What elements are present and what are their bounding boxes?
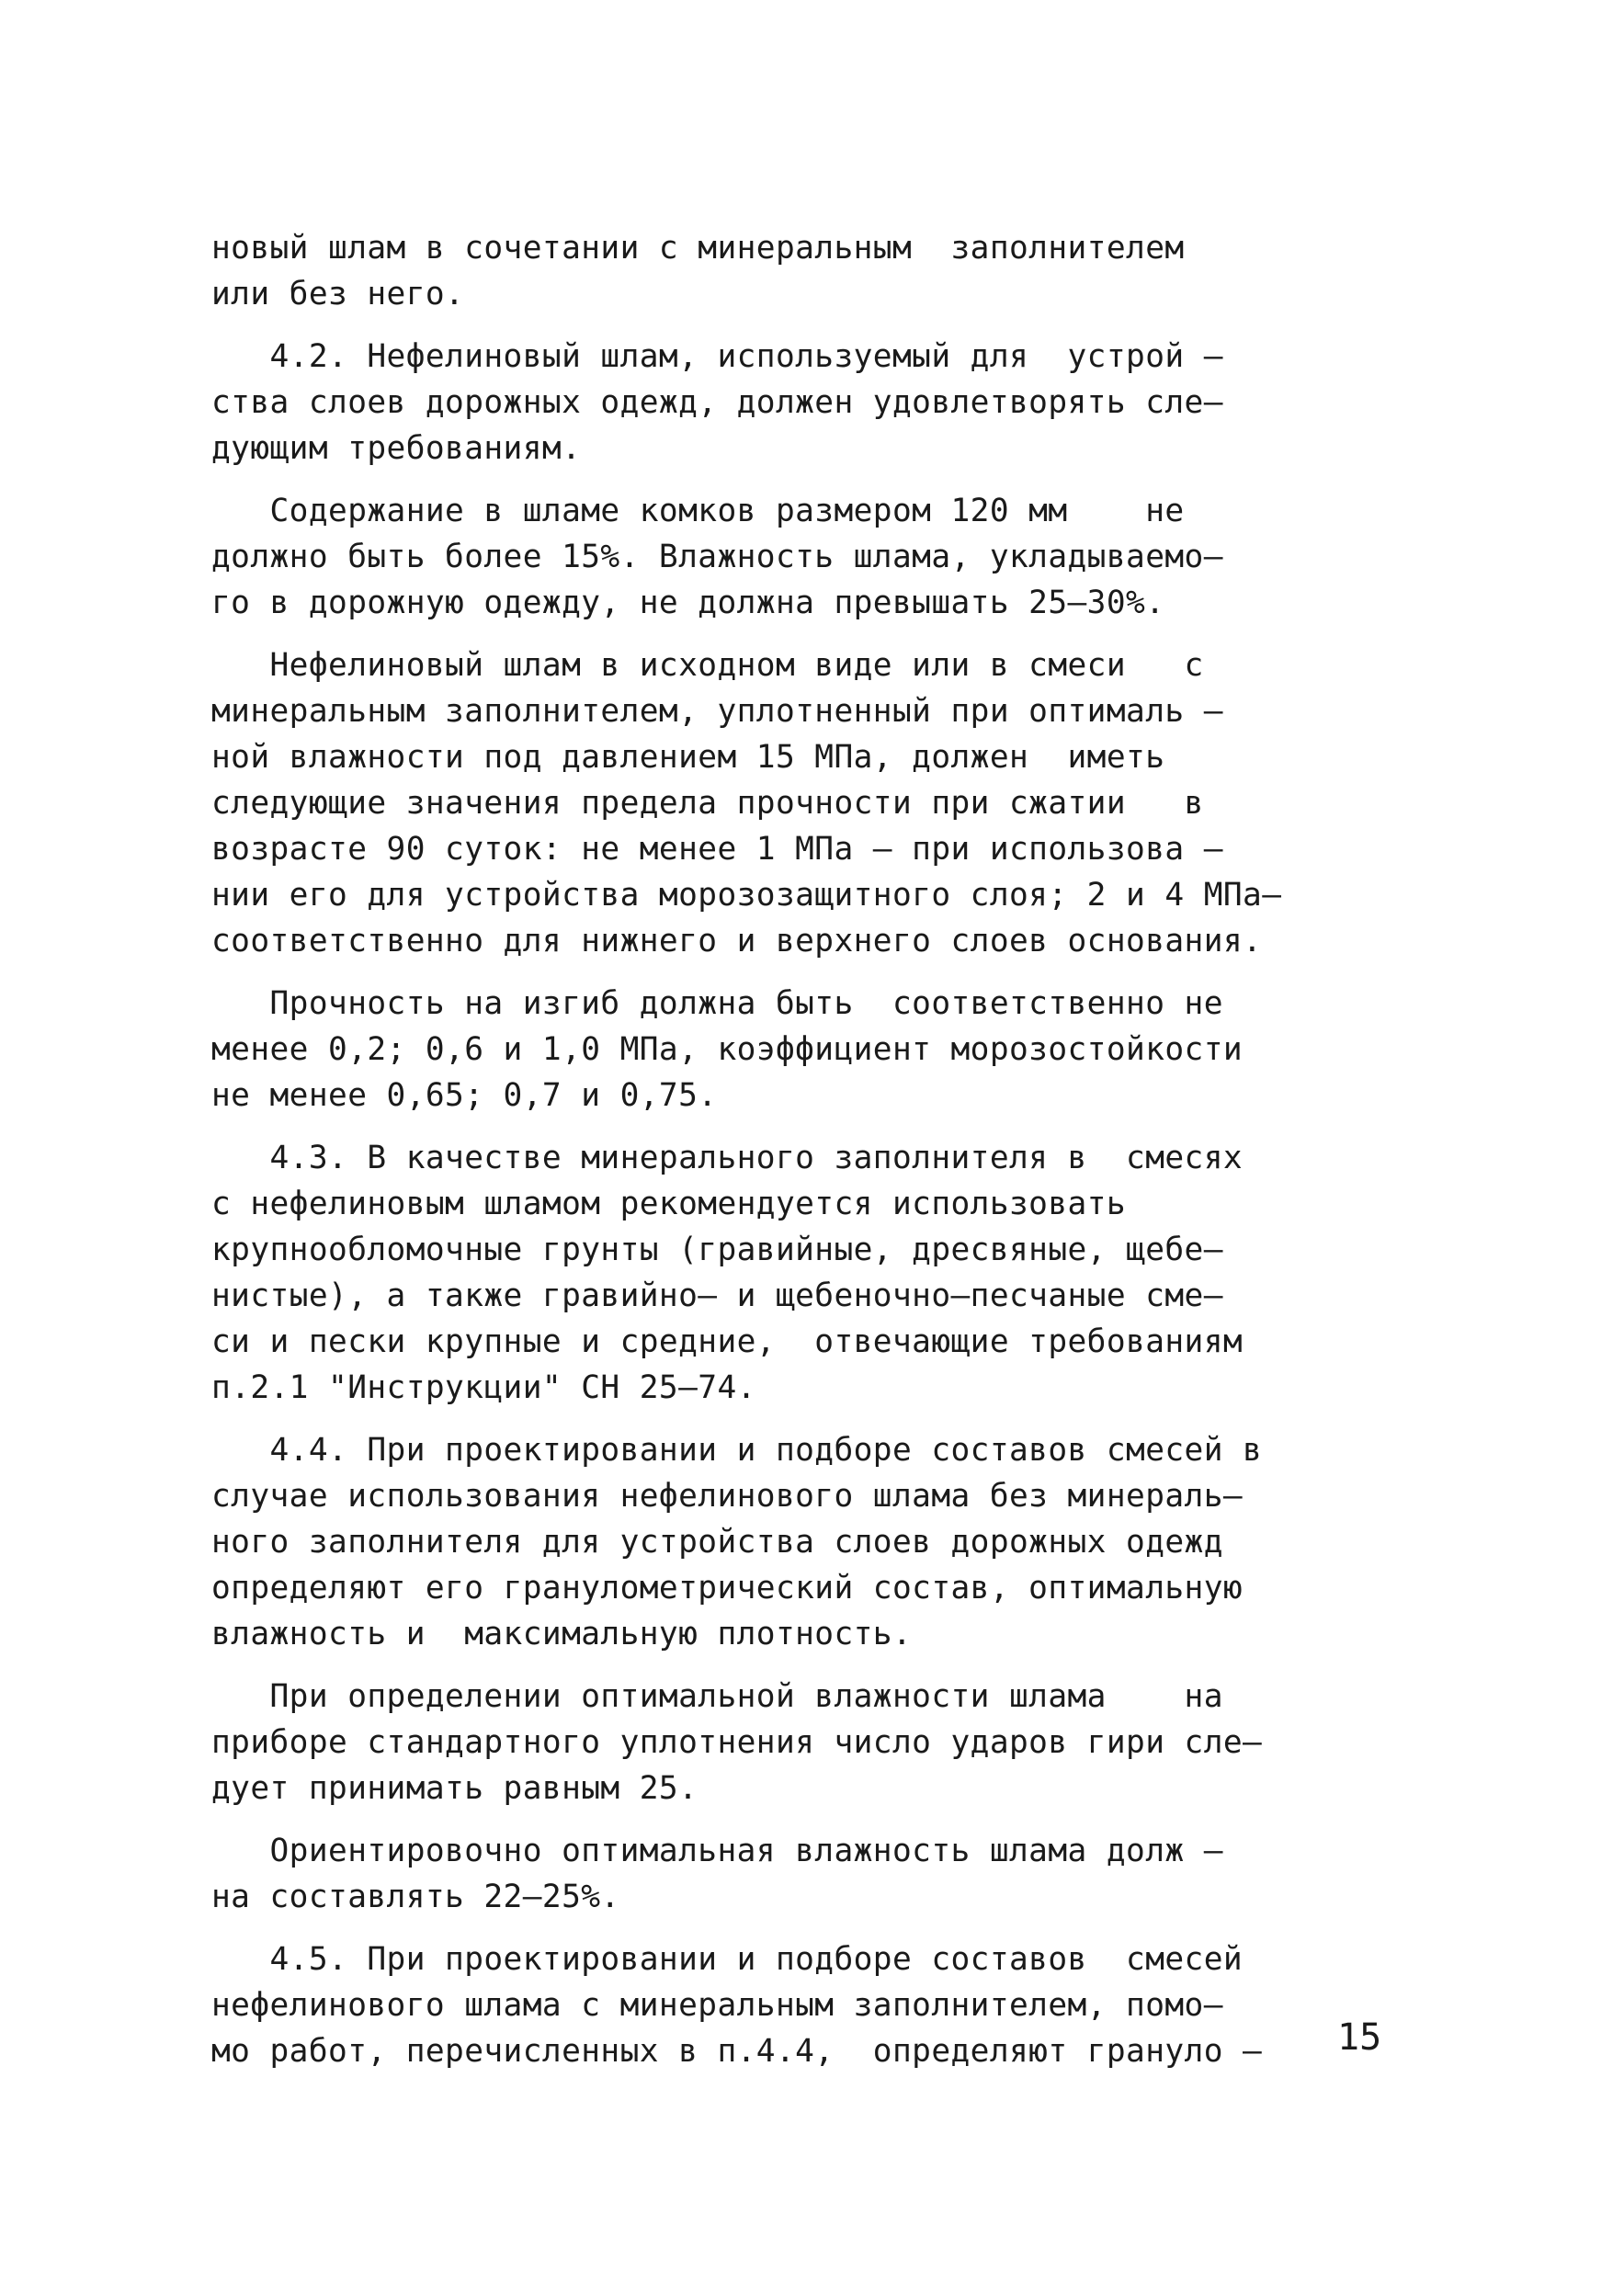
text-line: нистые), а также гравийно– и щебеночно–песчаные сме–	[211, 1277, 1223, 1314]
text-line: п.2.1 "Инструкции" СН 25–74.	[211, 1369, 756, 1406]
text-line: ства слоев дорожных одежд, должен удовлетворять сле–	[211, 384, 1223, 421]
text-line: соответственно для нижнего и верхнего слоев основания.	[211, 923, 1263, 959]
text-line: возрасте 90 суток: не менее 1 МПа – при использова –	[211, 831, 1223, 868]
paragraph-gap	[211, 471, 1434, 488]
text-line: крупнообломочные грунты (гравийные, дресвяные, щебе–	[211, 1232, 1223, 1268]
paragraph-gap	[211, 1920, 1434, 1936]
text-line: дующим требованиям.	[211, 430, 582, 467]
text-line: новый шлам в сочетании с минеральным заполнителем	[211, 230, 1185, 267]
text-line: должно быть более 15%. Влажность шлама, укладываемо–	[211, 539, 1223, 575]
text-line: си и пески крупные и средние, отвечающие требованиям	[211, 1323, 1244, 1360]
text-line: с нефелиновым шламом рекомендуется использовать	[211, 1186, 1127, 1222]
text-line: мо работ, перечисленных в п.4.4, определяют грануло –	[211, 2033, 1263, 2070]
text-line: влажность и максимальную плотность.	[211, 1616, 913, 1652]
text-line: дует принимать равным 25.	[211, 1770, 698, 1807]
document-body	[211, 225, 1434, 2074]
paragraph-gap	[211, 626, 1434, 642]
text-line: или без него.	[211, 276, 465, 312]
paragraph-gap	[211, 317, 1434, 334]
text-line: 4.4. При проектировании и подборе составов смесей в	[211, 1432, 1263, 1469]
text-line: При определении оптимальной влажности шлама на	[211, 1678, 1223, 1715]
text-line: го в дорожную одежду, не должна превышать 25–30%.	[211, 585, 1165, 621]
text-line: менее 0,2; 0,6 и 1,0 МПа, коэффициент морозостойкости	[211, 1031, 1244, 1068]
paragraph-gap	[211, 1657, 1434, 1674]
paragraph-gap	[211, 1811, 1434, 1828]
text-line: приборе стандартного уплотнения число ударов гири сле–	[211, 1724, 1263, 1761]
text-line: Ориентировочно оптимальная влажность шлама долж –	[211, 1833, 1223, 1869]
text-line: нии его для устройства морозозащитного слоя; 2 и 4 МПа–	[211, 877, 1282, 914]
text-line: Содержание в шламе комков размером 120 мм не	[211, 493, 1185, 529]
text-line: случае использования нефелинового шлама без минераль–	[211, 1478, 1244, 1515]
paragraph-gap	[211, 1411, 1434, 1427]
text-line: 4.5. При проектировании и подборе составов смесей	[211, 1941, 1244, 1978]
text-line: на составлять 22–25%.	[211, 1879, 620, 1915]
paragraph-gap	[211, 964, 1434, 981]
text-line: ного заполнителя для устройства слоев дорожных одежд	[211, 1524, 1223, 1561]
paragraph-gap	[211, 1118, 1434, 1135]
text-line: 4.3. В качестве минерального заполнителя в смесях	[211, 1140, 1244, 1176]
text-line: минеральным заполнителем, уплотненный при оптималь –	[211, 693, 1223, 730]
text-line: ной влажности под давлением 15 МПа, должен иметь	[211, 739, 1165, 776]
text-line: Нефелиновый шлам в исходном виде или в смеси с	[211, 647, 1204, 684]
text-line: Прочность на изгиб должна быть соответственно не	[211, 985, 1223, 1022]
text-line: не менее 0,65; 0,7 и 0,75.	[211, 1077, 718, 1114]
text-line: нефелинового шлама с минеральным заполнителем, помо–	[211, 1987, 1223, 2024]
text-line: следующие значения предела прочности при сжатии в	[211, 785, 1204, 822]
text-line: 4.2. Нефелиновый шлам, используемый для устрой –	[211, 338, 1223, 375]
text-line: определяют его гранулометрический состав, оптимальную	[211, 1570, 1244, 1606]
page-number: 15	[1337, 2016, 1382, 2059]
